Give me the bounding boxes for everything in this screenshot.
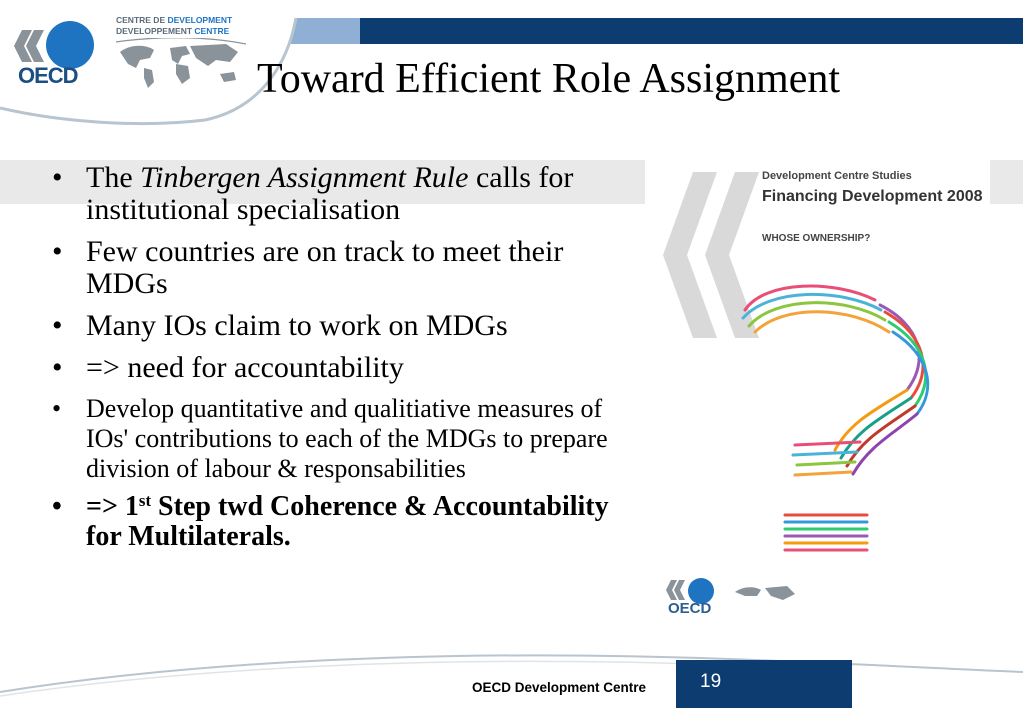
bullet-marker: •: [52, 161, 63, 194]
footer-org-text: OECD Development Centre: [472, 680, 647, 695]
bullet-item: • Few countries are on track to meet their MDGs: [52, 235, 564, 300]
bullet-marker: •: [52, 309, 63, 342]
bullet-item: • => 1st Step twd Coherence & Accountability for Multilaterals.: [52, 491, 609, 552]
page-number: 19: [700, 671, 722, 692]
bullet-item: • Many IOs claim to work on MDGs: [52, 309, 508, 342]
bullet-marker: •: [52, 491, 62, 522]
bullet-list: [52, 162, 642, 552]
bullet-item: • The Tinbergen Assignment Rule calls for institutional specialisation: [52, 161, 574, 226]
world-map-icon: [116, 38, 246, 90]
book-cover-image: [645, 160, 990, 630]
slide-title: Toward Efficient Role Assignment: [257, 56, 841, 102]
bullet-item: • Develop quantitative and qualitiative measures of IOs' contributions to each of the MDGs to prepare division of labour & responsabilities: [52, 394, 608, 483]
oecd-logo-text: OECD: [18, 63, 78, 88]
bullet-marker: •: [52, 351, 63, 384]
bullet-item: • => need for accountability: [52, 351, 404, 384]
highlight-band-right: [990, 160, 1023, 204]
cover-series-text: Development Centre Studies: [762, 170, 912, 182]
bullet-marker: •: [52, 394, 62, 423]
dev-centre-line-2: DEVELOPPEMENT CENTRE: [116, 26, 230, 36]
cover-subtitle-text: WHOSE OWNERSHIP?: [762, 233, 871, 244]
cover-title-text: Financing Development 2008: [762, 188, 983, 205]
cover-oecd-logo-text: OECD: [668, 600, 712, 617]
emphasis-text: Tinbergen Assignment Rule: [140, 161, 469, 194]
dev-centre-line-1: CENTRE DE DEVELOPMENT: [116, 15, 233, 25]
bullet-marker: •: [52, 235, 63, 268]
